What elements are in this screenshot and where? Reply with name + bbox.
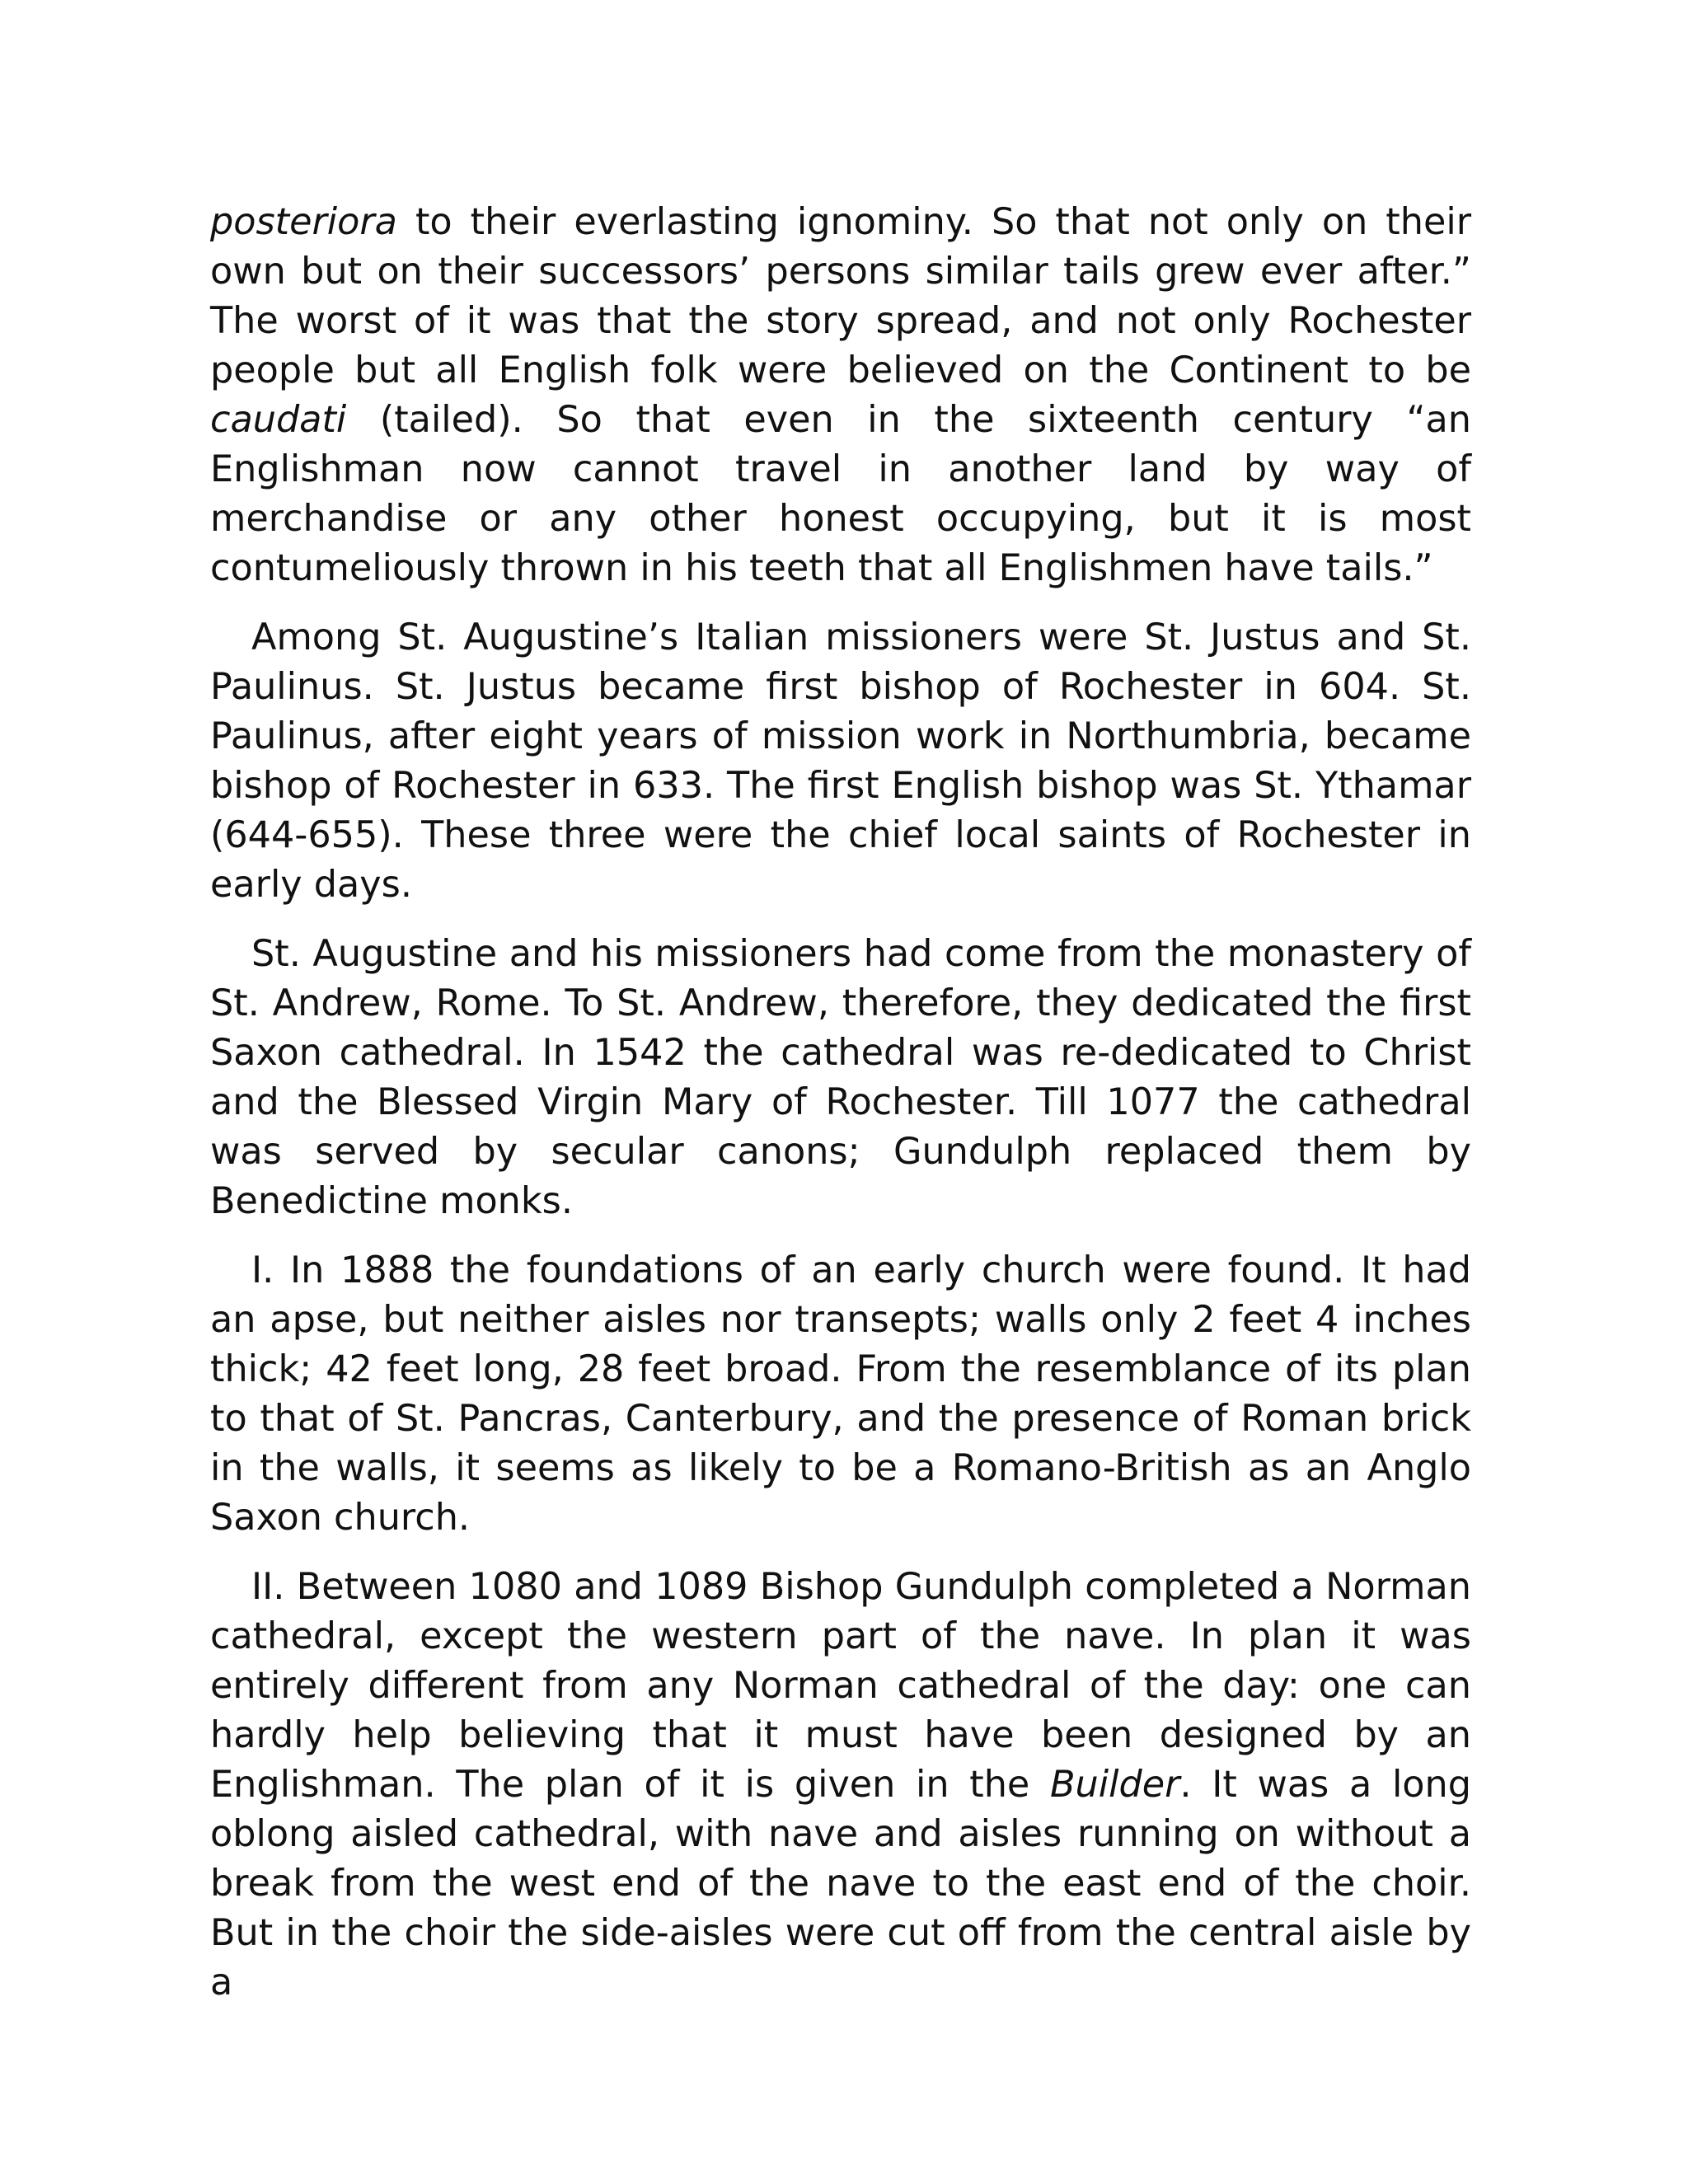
document-page [210, 198, 1471, 2027]
paragraph-2 [210, 613, 1471, 910]
italic-term-posteriora: posteriora [210, 201, 397, 243]
paragraph-text: St. Augustine and his missioners had come from the monastery of St. Andrew, Rome. To St. Andrew, therefore, they dedicated the first Saxon cathedral. In 1542 the cathedral was re-dedicated to Christ and the Blessed Virgin Mary of Rochester. Till 1077 the cathedral was served by secular canons; Gundulph replaced them by Benedictine monks. [210, 933, 1471, 1222]
italic-term-caudati: caudati [210, 399, 347, 441]
paragraph-text: I. In 1888 the foundations of an early church were found. It had an apse, but neither aisles nor transepts; walls only 2 feet 4 inches thick; 42 feet long, 28 feet broad. From the resemblance of its plan to that of St. Pancras, Canterbury, and the presence of Roman brick in the walls, it seems as likely to be a Romano-British as an Anglo Saxon church. [210, 1249, 1471, 1539]
paragraph-3 [210, 930, 1471, 1226]
paragraph-4 [210, 1246, 1471, 1543]
paragraph-text: to their everlasting ignominy. So that not only on their own but on their successors’ persons similar tails grew ever after.” The worst of it was that the story spread, and not only Rochester people but all English folk were believed on the Continent to be [210, 201, 1471, 391]
paragraph-1 [210, 198, 1471, 593]
paragraph-text: . It was a long oblong aisled cathedral, with nave and aisles running on without a break from the west end of the nave to the east end of the choir. But in the choir the side-aisles were cut off from the central aisle by a [210, 1764, 1471, 2004]
paragraph-text: (tailed). So that even in the sixteenth century “an Englishman now cannot travel in another land by way of merchandise or any other honest occupying, but it is most contumeliously thrown in his teeth that all Englishmen have tails.” [210, 399, 1471, 589]
paragraph-5 [210, 1563, 1471, 2008]
paragraph-text: Among St. Augustine’s Italian missioners were St. Justus and St. Paulinus. St. Justus became first bishop of Rochester in 604. St. Paulinus, after eight years of mission work in Northumbria, became bishop of Rochester in 633. The first English bishop was St. Ythamar (644-655). These three were the chief local saints of Rochester in early days. [210, 616, 1471, 906]
italic-title-builder: Builder [1050, 1764, 1180, 1806]
paragraph-text: II. Between 1080 and 1089 Bishop Gundulph completed a Norman cathedral, except the western part of the nave. In plan it was entirely different from any Norman cathedral of the day: one can hardly help believing that it must have been designed by an Englishman. The plan of it is given in the [210, 1566, 1471, 1806]
